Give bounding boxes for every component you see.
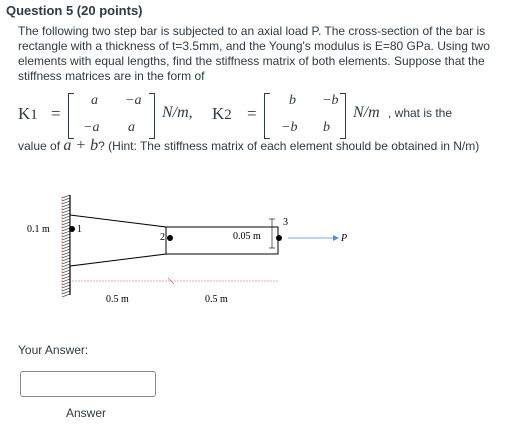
right-height-label: 0.05 m [233, 231, 261, 242]
answer-input[interactable] [20, 371, 156, 397]
left-height-label: 0.1 m [27, 224, 50, 235]
k2-bracket-left [264, 93, 270, 139]
question-header: Question 5 (20 points) [6, 3, 143, 18]
stiffness-matrices [18, 90, 518, 140]
k2-cell: −b [281, 120, 298, 135]
k1-cell: −a [125, 93, 142, 108]
k1-unit: N/m, [162, 104, 193, 121]
length-1-label: 0.5 m [106, 294, 129, 305]
k1-equals: = [51, 104, 61, 123]
k2-unit: N/m [353, 104, 380, 121]
k2-equals: = [247, 104, 257, 123]
what-is-text: , what is the [388, 106, 453, 120]
k2-bracket-right [340, 93, 346, 139]
length-2-label: 0.5 m [205, 294, 228, 305]
k2-cell: b [323, 120, 330, 135]
node-2-label: 2 [160, 232, 165, 243]
k2-label: K2 [212, 104, 232, 123]
node-2-marker [167, 235, 173, 241]
node-3-label: 3 [283, 217, 288, 228]
element-1 [70, 215, 166, 266]
load-arrow [288, 235, 339, 241]
answer-label: Your Answer: [18, 343, 89, 357]
node-1-label: 1 [77, 224, 82, 235]
k1-cell: a [128, 120, 135, 135]
answer-caption: Answer [66, 406, 107, 420]
node-3-marker [276, 235, 282, 241]
load-label: P [341, 233, 348, 244]
element-2 [166, 227, 278, 254]
question-continuation [18, 138, 513, 154]
k1-label: K1 [18, 104, 38, 123]
k1-cell: −a [83, 120, 100, 135]
line2-suffix: ? (Hint: The stiffness matrix of each element should be obtained in N/m) [98, 139, 480, 153]
node-1-marker [69, 226, 75, 232]
bar-figure [0, 180, 523, 330]
k1-cell: a [91, 93, 98, 108]
question-paragraph-text: The following two step bar is subjected to an axial load P. The cross-section of the bar is rectangle with a thickness of t=3.5mm, and the Young's modulus is E=80 GPa. Using two elements with equal lengths, find the stiffness matrix of both elements. Suppose that the stiffness matrices are in the form of [18, 24, 490, 83]
k1-bracket-left [68, 93, 74, 139]
wall-support [60, 195, 70, 297]
k2-cell: b [289, 93, 296, 108]
line2-math: a + b [63, 137, 99, 154]
question-paragraph [18, 24, 513, 84]
length-dimension [72, 278, 278, 284]
k1-bracket-right [149, 93, 155, 139]
k2-cell: −b [322, 93, 339, 108]
line2-prefix: value of [18, 139, 64, 153]
